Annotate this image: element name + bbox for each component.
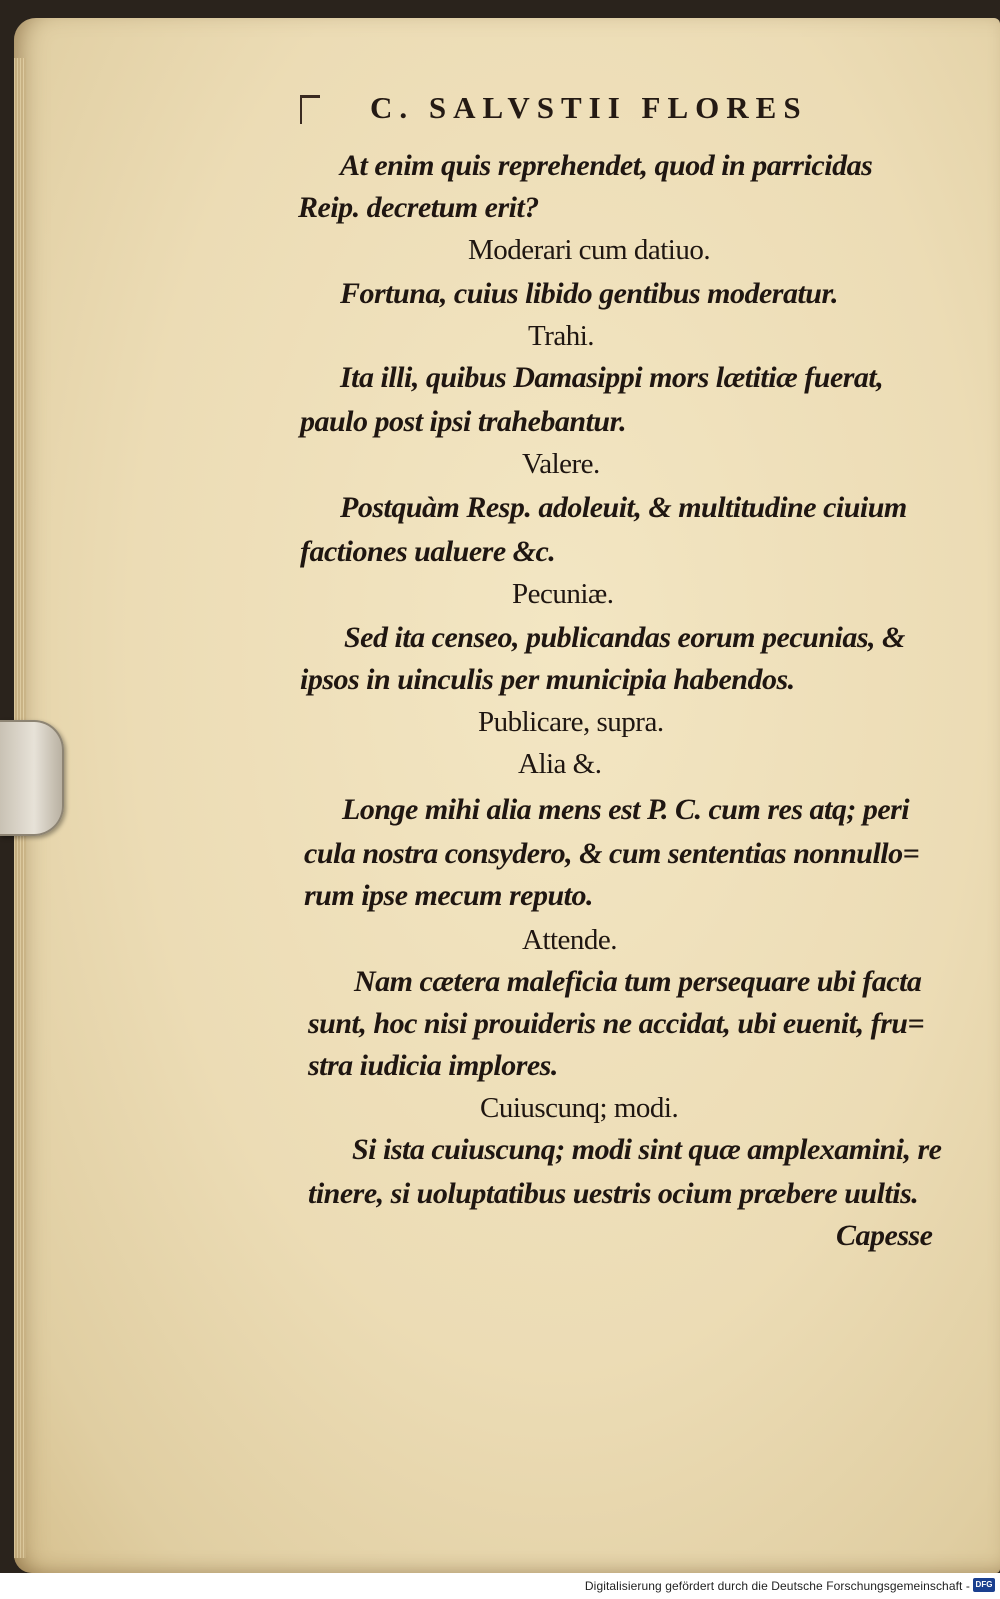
section-heading: Valere.	[522, 448, 600, 480]
text-line: Si ista cuiuscunq; modi sint quæ amplexamini, re	[352, 1133, 942, 1166]
text-line: Nam cætera maleficia tum persequare ubi facta	[354, 965, 922, 998]
text-line: factiones ualuere &c.	[300, 535, 556, 568]
text-line: paulo post ipsi trahebantur.	[300, 405, 627, 438]
section-heading: Trahi.	[528, 320, 595, 352]
section-heading: Cuiuscunq; modi.	[480, 1092, 679, 1124]
section-heading: Pecuniæ.	[512, 578, 614, 610]
dfg-logo-icon: DFG	[973, 1578, 995, 1592]
text-line: Fortuna, cuius libido gentibus moderatur.	[340, 277, 838, 310]
text-line: ipsos in uinculis per municipia habendos.	[300, 663, 795, 696]
text-line: tinere, si uoluptatibus uestris ocium præbere uultis.	[308, 1177, 919, 1210]
text-line: sunt, hoc nisi prouideris ne accidat, ubi euenit, fru=	[308, 1007, 925, 1040]
text-line: Longe mihi alia mens est P. C. cum res atq; peri	[342, 793, 910, 826]
funding-credit: Digitalisierung gefördert durch die Deutsche Forschungsgemeinschaft -	[584, 1579, 970, 1593]
section-heading: Moderari cum datiuo.	[468, 234, 711, 266]
text-line: Sed ita censeo, publicandas eorum pecunias, &	[344, 621, 905, 654]
digitization-footer	[0, 1573, 1000, 1599]
text-line: Postquàm Resp. adoleuit, & multitudine ciuium	[340, 491, 907, 524]
text-line: At enim quis reprehendet, quod in parricidas	[340, 149, 873, 182]
text-line: Reip. decretum erit?	[298, 191, 539, 224]
text-line: stra iudicia implores.	[308, 1049, 558, 1082]
running-head-text: C. SALVSTII FLORES	[370, 90, 808, 125]
section-heading: Attende.	[522, 924, 618, 956]
section-heading: Alia &.	[518, 748, 602, 780]
text-line: rum ipse mecum reputo.	[304, 879, 594, 912]
text-line: Ita illi, quibus Damasippi mors lætitiæ fuerat,	[340, 361, 884, 394]
section-heading: Publicare, supra.	[478, 706, 664, 738]
text-line: cula nostra consydero, & cum sententias nonnullo=	[304, 837, 920, 870]
catchword: Capesse	[836, 1219, 933, 1252]
